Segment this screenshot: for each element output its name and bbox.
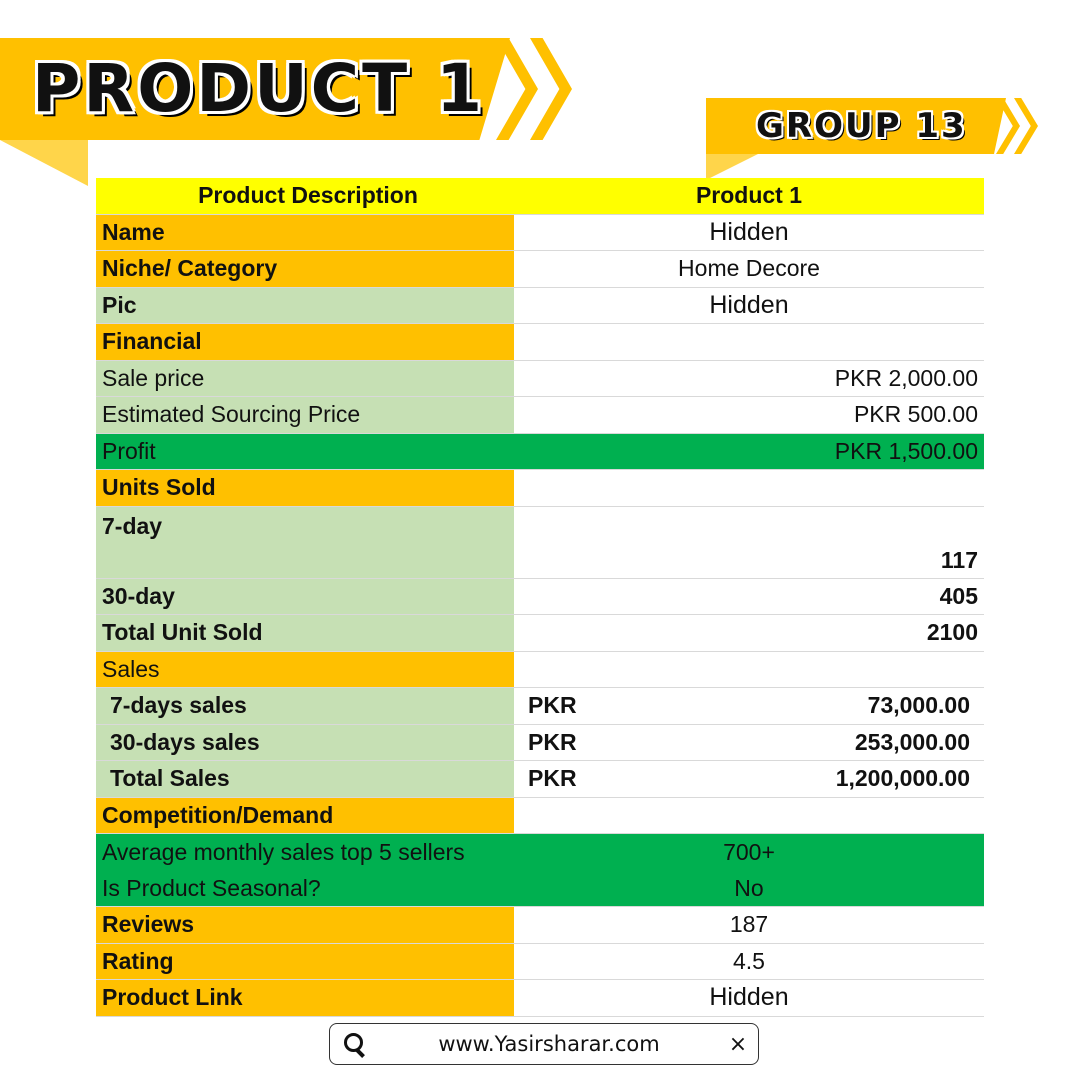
row-value[interactable]: 2100: [514, 615, 984, 651]
row-label: 7-days sales: [96, 688, 514, 724]
row-value-cell[interactable]: [514, 761, 984, 797]
row-label: Pic: [96, 288, 514, 324]
row-value[interactable]: 117: [514, 507, 984, 578]
table-row-link: [96, 980, 984, 1017]
row-label: Is Product Seasonal?: [102, 874, 321, 901]
group-title: GROUP 13: [756, 106, 967, 146]
header-description: Product Description: [198, 182, 418, 209]
row-label: Niche/ Category: [96, 251, 514, 287]
row-label: Rating: [96, 944, 514, 980]
row-value[interactable]: 4.5: [514, 944, 984, 980]
row-label: Product Link: [96, 980, 514, 1016]
section-label: Competition/Demand: [96, 798, 514, 834]
row-value[interactable]: PKR 1,500.00: [834, 437, 978, 464]
table-row-sales-total: [96, 761, 984, 798]
currency-label: PKR: [528, 765, 577, 792]
search-icon[interactable]: [330, 1024, 380, 1064]
table-row-sourcing: [96, 397, 984, 434]
row-value[interactable]: 405: [514, 579, 984, 615]
empty-cell[interactable]: [514, 470, 984, 506]
table-row-name: [96, 215, 984, 252]
currency-label: PKR: [528, 728, 577, 755]
row-label: Total Sales: [96, 761, 514, 797]
row-label: 30-days sales: [96, 725, 514, 761]
table-row-reviews: [96, 907, 984, 944]
row-label: 7-day: [96, 507, 514, 578]
product-table: [96, 178, 984, 1017]
row-label: Reviews: [96, 907, 514, 943]
row-label: Estimated Sourcing Price: [96, 397, 514, 433]
table-row-pic: [96, 288, 984, 325]
empty-cell[interactable]: [514, 798, 984, 834]
row-label: Sale price: [96, 361, 514, 397]
row-label: 30-day: [96, 579, 514, 615]
table-row-competition: [96, 798, 984, 835]
close-icon[interactable]: ×: [728, 1031, 748, 1057]
row-value[interactable]: Home Decore: [514, 251, 984, 287]
amount-value: 253,000.00: [854, 728, 970, 755]
banner-fold: [0, 140, 88, 186]
url-text[interactable]: www.Yasirsharar.com: [438, 1032, 660, 1056]
page-title: PRODUCT 1: [32, 50, 486, 127]
row-value[interactable]: Hidden: [514, 215, 984, 251]
table-row-units-sold: [96, 470, 984, 507]
row-label: Average monthly sales top 5 sellers: [102, 838, 465, 865]
section-label: Financial: [96, 324, 514, 360]
section-label: Sales: [96, 652, 514, 688]
row-value-cell[interactable]: [514, 688, 984, 724]
table-row-sales-7: [96, 688, 984, 725]
empty-cell[interactable]: [514, 324, 984, 360]
row-label: Name: [96, 215, 514, 251]
table-row-avg-monthly: [96, 834, 984, 871]
table-row-seasonal: [96, 871, 984, 908]
row-value-cell[interactable]: [514, 725, 984, 761]
row-value[interactable]: Hidden: [514, 288, 984, 324]
table-row-rating: [96, 944, 984, 981]
table-row-units-total: [96, 615, 984, 652]
row-value[interactable]: PKR 2,000.00: [514, 361, 984, 397]
row-label: Total Unit Sold: [96, 615, 514, 651]
table-row-units-7: [96, 507, 984, 579]
amount-value: 73,000.00: [867, 692, 970, 719]
table-header: [96, 178, 984, 215]
table-row-sales: [96, 652, 984, 689]
empty-cell[interactable]: [514, 652, 984, 688]
header-product: Product 1: [695, 182, 803, 209]
currency-label: PKR: [528, 692, 577, 719]
table-row-profit: [96, 434, 984, 471]
table-row-niche: [96, 251, 984, 288]
row-value[interactable]: 700+: [723, 838, 775, 865]
row-value[interactable]: 187: [514, 907, 984, 943]
url-bar[interactable]: [329, 1023, 759, 1065]
section-label: Units Sold: [96, 470, 514, 506]
amount-value: 1,200,000.00: [835, 765, 970, 792]
row-label: Profit: [102, 437, 156, 464]
row-value[interactable]: PKR 500.00: [514, 397, 984, 433]
row-value[interactable]: No: [734, 874, 764, 901]
table-row-financial: [96, 324, 984, 361]
table-row-units-30: [96, 579, 984, 616]
table-row-sale-price: [96, 361, 984, 398]
table-row-sales-30: [96, 725, 984, 762]
row-value[interactable]: Hidden: [514, 980, 984, 1016]
group-banner-fold: [706, 154, 758, 180]
